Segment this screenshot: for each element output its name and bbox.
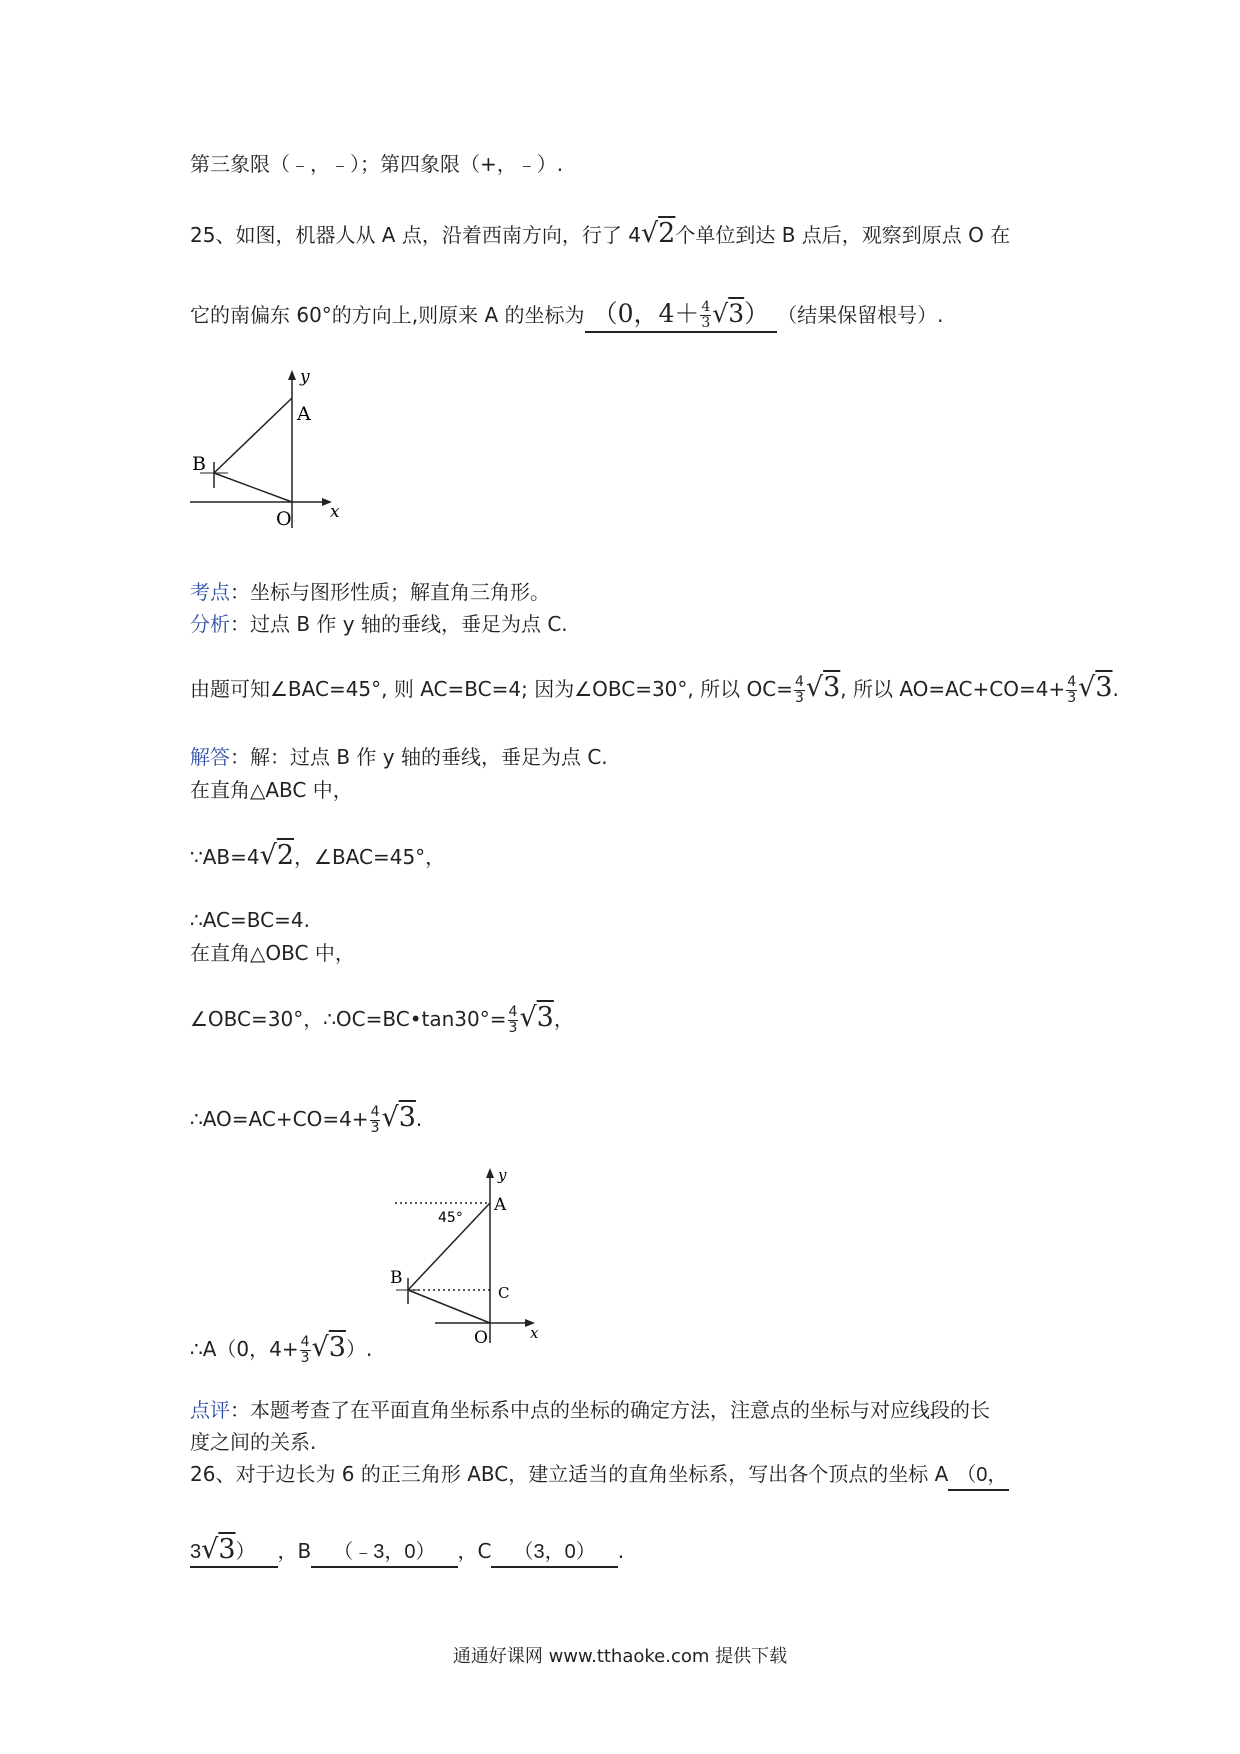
question-25-line1 bbox=[190, 220, 1010, 249]
fig2-label-a: A bbox=[494, 1195, 507, 1215]
figure-2-diagram bbox=[390, 1168, 560, 1348]
q25-text-b: 个单位到达 B 点后，观察到原点 O 在 bbox=[675, 223, 1011, 247]
fig1-x-label: x bbox=[330, 502, 340, 522]
solution-line-6: ∴AO=AC+CO=4+ $\frac{4}{3}$ √3. bbox=[190, 1102, 423, 1136]
q25-text-c: 它的南偏东 60°的方向上,则原来 A 的坐标为 bbox=[190, 303, 585, 327]
solution-line-5: ∠OBC=30°，∴OC=BC•tan30°= $\frac{4}{3}$ √3， bbox=[190, 1002, 574, 1036]
dianping-line-1 bbox=[190, 1396, 990, 1424]
fraction-4-3: $\frac{4}{3}$ bbox=[508, 1004, 518, 1036]
analysis-text-b: , 所以 AO=AC+CO=4+ bbox=[840, 677, 1066, 701]
fenxi-text: ：过点 B 作 y 轴的垂线，垂足为点 C. bbox=[230, 612, 568, 636]
analysis-line bbox=[190, 674, 1119, 706]
sqrt-3: √3 bbox=[1078, 672, 1113, 703]
fraction-4-3: $\frac{4}{3}$ bbox=[370, 1104, 380, 1136]
q26-answer-a-part1: （0， bbox=[948, 1461, 1009, 1491]
sqrt-3: √3 bbox=[381, 1102, 416, 1133]
fig1-label-a: A bbox=[297, 403, 311, 425]
q25-text-d: （结果保留根号）. bbox=[777, 303, 944, 327]
fraction-4-3: $\frac{4}{3}$ bbox=[794, 674, 804, 706]
solution-line-7: ∴A（0，4+ $\frac{4}{3}$ √3）. bbox=[190, 1332, 373, 1366]
question-24-tail: 第三象限（﹣，﹣）；第四象限（+，﹣）. bbox=[190, 152, 564, 176]
q26-answer-b: （﹣3，0） bbox=[311, 1538, 457, 1568]
jieda-line bbox=[190, 743, 608, 771]
fig2-y-label: y bbox=[498, 1168, 507, 1184]
figure-1-diagram bbox=[180, 370, 360, 540]
sqrt-3: √3 bbox=[805, 672, 841, 703]
fig2-angle-label: 45° bbox=[438, 1210, 463, 1226]
q25-text-a: 25、如图，机器人从 A 点，沿着西南方向，行了 4 bbox=[190, 223, 641, 247]
dianping-line-2: 度之间的关系. bbox=[190, 1430, 317, 1454]
q26-answer-c: （3，0） bbox=[491, 1538, 617, 1568]
sqrt-2: √2 bbox=[259, 840, 295, 871]
page-footer: 通通好课网 www.tthaoke.com 提供下载 bbox=[452, 1646, 788, 1667]
fig2-label-c: C bbox=[498, 1284, 510, 1302]
sqrt-3: √3 bbox=[311, 1332, 346, 1363]
kaodian-label: 考点 bbox=[190, 580, 230, 604]
fenxi-line bbox=[190, 610, 568, 638]
sqrt-3: √3 bbox=[519, 1002, 554, 1033]
fig1-label-o: O bbox=[276, 508, 292, 530]
dianping-label: 点评 bbox=[190, 1398, 230, 1422]
fraction-4-3: $\frac{4}{3}$ bbox=[300, 1334, 310, 1366]
kaodian-line bbox=[190, 578, 550, 606]
analysis-text-c: . bbox=[1112, 677, 1119, 701]
fig2-x-label: x bbox=[530, 1324, 539, 1342]
dianping-text: ：本题考查了在平面直角坐标系中点的坐标的确定方法，注意点的坐标与对应线段的长 bbox=[230, 1398, 990, 1422]
sqrt-2: √2 bbox=[640, 218, 676, 249]
q26-answer-a-part2: 3√3） bbox=[190, 1536, 278, 1568]
analysis-text-a: 由题可知∠BAC=45°, 则 AC=BC=4; 因为∠OBC=30°, 所以 OC= bbox=[190, 677, 793, 701]
solution-line-1: 在直角△ABC 中， bbox=[190, 778, 353, 802]
q26-text: 26、对于边长为 6 的正三角形 ABC，建立适当的直角坐标系，写出各个顶点的坐标 A bbox=[190, 1462, 949, 1486]
q25-answer: （0，4＋ $\frac{4}{3}$ √3） bbox=[585, 300, 778, 333]
jieda-text: ：解：过点 B 作 y 轴的垂线，垂足为点 C. bbox=[230, 745, 608, 769]
question-25-line2 bbox=[190, 300, 944, 333]
jieda-label: 解答 bbox=[190, 745, 230, 769]
fig1-y-label: y bbox=[300, 370, 310, 387]
solution-line-4: 在直角△OBC 中， bbox=[190, 941, 355, 965]
fraction-4-3: $\frac{4}{3}$ bbox=[1067, 674, 1077, 706]
solution-line-3: ∴AC=BC=4. bbox=[190, 908, 310, 932]
fenxi-label: 分析 bbox=[190, 612, 230, 636]
solution-line-2: ∵AB=4√2，∠BAC=45°， bbox=[190, 840, 446, 871]
kaodian-text: ：坐标与图形性质；解直角三角形。 bbox=[230, 580, 550, 604]
fig2-label-o: O bbox=[474, 1328, 488, 1348]
question-26-line1 bbox=[190, 1460, 1009, 1491]
fig1-label-b: B bbox=[192, 453, 206, 475]
fig2-label-b: B bbox=[390, 1268, 403, 1288]
question-26-line2: 3√3） ，B （﹣3，0） ，C （3，0） . bbox=[190, 1536, 624, 1568]
